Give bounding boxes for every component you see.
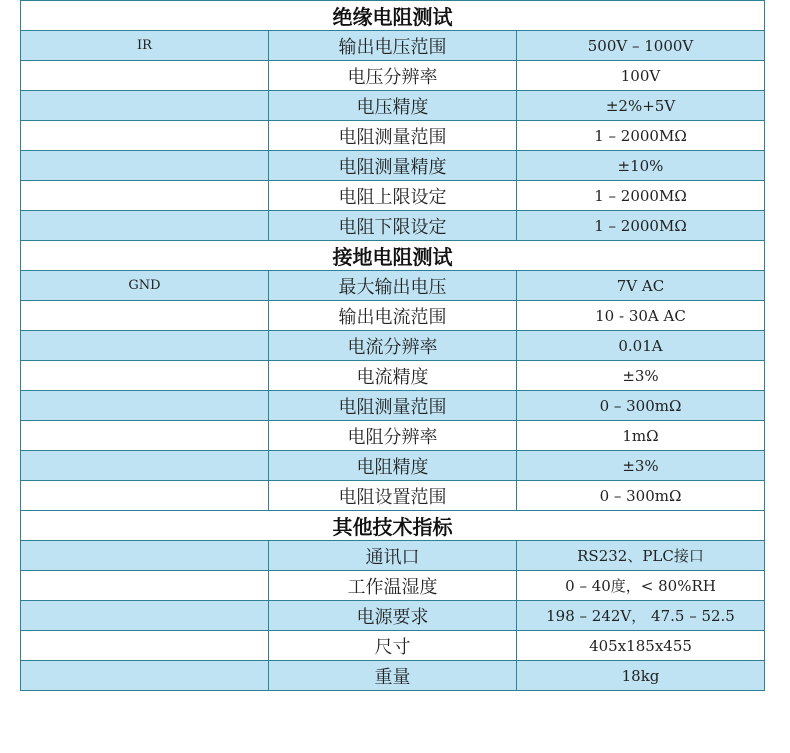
value-cell: 0 – 300mΩ [517,391,765,421]
table-row [21,631,765,661]
test-code-cell: GND [21,271,269,301]
value-cell: 1mΩ [517,421,765,451]
parameter-cell: 输出电压范围 [269,31,517,61]
test-code-cell [21,451,269,481]
test-code-cell [21,541,269,571]
test-code-cell [21,301,269,331]
value-cell: 0.01A [517,331,765,361]
table-row [21,451,765,481]
test-code-cell [21,481,269,511]
parameter-cell: 输出电流范围 [269,301,517,331]
parameter-cell: 重量 [269,661,517,691]
table-row [21,361,765,391]
section-title: 绝缘电阻测试 [21,1,765,31]
value-cell: 18kg [517,661,765,691]
table-row [21,151,765,181]
parameter-cell: 最大输出电压 [269,271,517,301]
value-cell: RS232、PLC接口 [517,541,765,571]
parameter-cell: 电流精度 [269,361,517,391]
test-code-cell [21,151,269,181]
table-row [21,541,765,571]
section-header-row [21,241,765,271]
table-row [21,211,765,241]
value-cell: 405x185x455 [517,631,765,661]
test-code-cell [21,331,269,361]
test-code-cell: IR [21,31,269,61]
test-code-cell [21,391,269,421]
spec-table-body [21,1,765,691]
table-row [21,31,765,61]
test-code-cell [21,601,269,631]
table-row [21,571,765,601]
table-row [21,421,765,451]
test-code-cell [21,421,269,451]
value-cell: ±10% [517,151,765,181]
parameter-cell: 电流分辨率 [269,331,517,361]
value-cell: 1 – 2000MΩ [517,121,765,151]
parameter-cell: 电压分辨率 [269,61,517,91]
parameter-cell: 通讯口 [269,541,517,571]
parameter-cell: 尺寸 [269,631,517,661]
table-row [21,301,765,331]
table-row [21,91,765,121]
test-code-cell [21,121,269,151]
parameter-cell: 电阻测量范围 [269,121,517,151]
table-row [21,661,765,691]
test-code-cell [21,91,269,121]
section-header-row [21,511,765,541]
parameter-cell: 电源要求 [269,601,517,631]
spec-table [20,0,765,691]
parameter-cell: 电阻分辨率 [269,421,517,451]
section-title: 其他技术指标 [21,511,765,541]
test-code-cell [21,61,269,91]
value-cell: 500V – 1000V [517,31,765,61]
value-cell: 0 – 300mΩ [517,481,765,511]
parameter-cell: 电阻测量精度 [269,151,517,181]
parameter-cell: 工作温湿度 [269,571,517,601]
section-header-row [21,1,765,31]
parameter-cell: 电压精度 [269,91,517,121]
value-cell: 100V [517,61,765,91]
section-title: 接地电阻测试 [21,241,765,271]
table-row [21,331,765,361]
test-code-cell [21,661,269,691]
value-cell: 198 – 242V， 47.5 – 52.5 [517,601,765,631]
parameter-cell: 电阻下限设定 [269,211,517,241]
value-cell: 7V AC [517,271,765,301]
parameter-cell: 电阻测量范围 [269,391,517,421]
test-code-cell [21,631,269,661]
table-row [21,391,765,421]
table-row [21,601,765,631]
table-row [21,271,765,301]
value-cell: 10 - 30A AC [517,301,765,331]
table-row [21,61,765,91]
parameter-cell: 电阻设置范围 [269,481,517,511]
table-row [21,181,765,211]
value-cell: ±3% [517,451,765,481]
test-code-cell [21,361,269,391]
table-row [21,481,765,511]
value-cell: 0 – 40度，< 80%RH [517,571,765,601]
value-cell: ±2%+5V [517,91,765,121]
test-code-cell [21,211,269,241]
value-cell: 1 – 2000MΩ [517,181,765,211]
value-cell: ±3% [517,361,765,391]
parameter-cell: 电阻上限设定 [269,181,517,211]
test-code-cell [21,181,269,211]
table-row [21,121,765,151]
parameter-cell: 电阻精度 [269,451,517,481]
test-code-cell [21,571,269,601]
value-cell: 1 – 2000MΩ [517,211,765,241]
